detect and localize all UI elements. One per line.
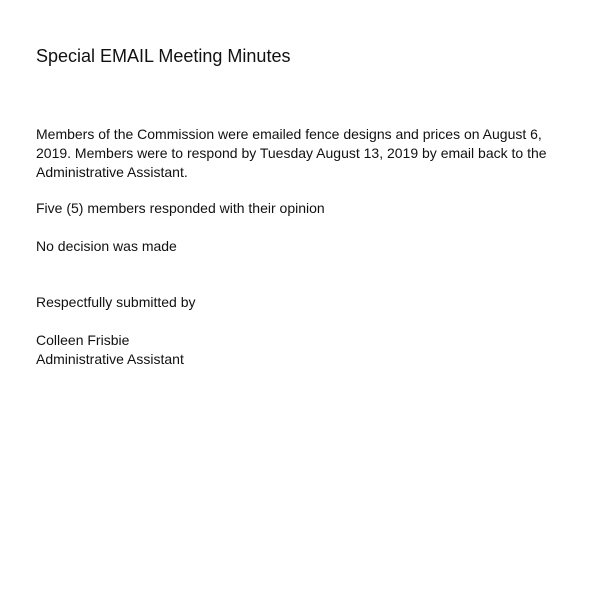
signature-block [36,331,184,369]
signer-role: Administrative Assistant [36,351,184,367]
responses-paragraph: Five (5) members responded with their opinion [36,200,325,216]
intro-paragraph: Members of the Commission were emailed fence designs and prices on August 6, 2019. Members were to respond by Tuesday August 13, 2019 by email back to the Administrative Assistant. [36,126,547,180]
document-title: Special EMAIL Meeting Minutes [36,46,291,66]
decision-paragraph: No decision was made [36,238,177,254]
submitted-by-line: Respectfully submitted by [36,294,196,310]
signer-name: Colleen Frisbie [36,332,130,348]
